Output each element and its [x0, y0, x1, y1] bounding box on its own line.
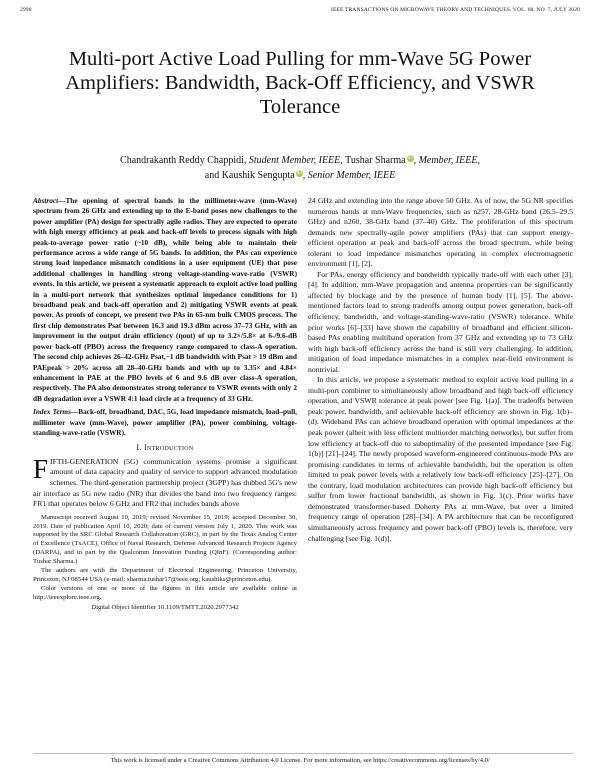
body-paragraph: 24 GHz and extending into the range above 50 GHz. As of now, the 5G NR specifies numerous bands at mm-Wave frequencies, such as n257, 28-GHz band (26.5–29.5 GHz) and n260, 38-GHz band (37–40) GHz. The proliferation of this spectrum demands new spectrally-agile power amplifiers (PAs) that can support energy-efficient operation at peak and back-off across the broad spectrum, while being tolerant to load impedance mismatches operating in complex electromagnetic environment [1], [2].: [308, 196, 573, 269]
body-paragraph: In this article, we propose a systematic method to exploit active load pulling in a multi-port combiner to simultaneously allow broadband and high back-off efficiency operation, and VSWR tolerance at peak power [see Fig. 1(a)]. The tradeoffs between peak power, bandwidth, and achievable back-off efficiency are shown in Fig. 1(b)–(d). Wideband PAs can achieve broadband operation with optimal impedances at the peak power (albeit with less efficient multiorder matching networks), but suffer from low efficiency at back-off due to suboptimality of the presented impedance [see Fig. 1(b)] [21]–[24]. The newly proposed waveform-engineered continuous-mode PAs are promising candidates in terms of achievable bandwidth, but the operation is often limited to peak power levels with a relatively low back-off efficiency [25]–[27]. On the contrary, load modulation architectures can provide high back-off efficiency but suffer from lower fractional bandwidth, as shown in Fig. 1(c). Prior works have demonstrated transformer-based Doherty PAs at mm-Wave, but over a limited frequency range of operation [28]–[34]. A PA architecture that can be reconfigured simultaneously across frequency and power back-off (PBO) levels is, therefore, very challenging [see Fig. 1(d)].: [308, 375, 573, 543]
intro-paragraph: [33, 453, 297, 510]
abstract-text: —The opening of spectral bands in the millimeter-wave (mm-Wave) spectrum from 26 GHz and extending up to the E-band poses new challenges to the power amplifier (PA) design for spectrally agile radios. They are expected to operate with high energy efficiency at peak and back-off levels to process signals with high peak-to-average power ratio (~10 dB), while being able to maintain their performance across a wide range of 5G bands. In addition, the PAs can experience strong load impedance mismatch conditions in a user equipment (UE) that pose additional challenges in handling strong voltage-standing-wave-ratio (VSWR) events. In this article, we present a systematic approach to exploit active load pulling in a multi-port network that synthesizes optimal impedance conditions for 1) broadband peak and back-off operation and 2) mitigating VSWR events at peak power. As proofs of concept, we present two PAs in 65-nm bulk CMOS process. The first chip demonstrates Psat between 16.3 and 19.3 dBm across 37–73 GHz, with an improvement in the output drain efficiency (ηout) of up to 3.2×/5.8× at 6-/9.6-dB power back-off (PBO) across the frequency range compared to class-A operation. The second chip achieves 26–42-GHz Psat,−1 dB bandwidth with Psat > 19 dBm and PAEpeak > 20% across all 28–40-GHz bands and with up to 3.35× and 4.84× enhancement in PAE at the PBO levels of 6 and 9.6 dB over class-A operation, respectively. The PA also demonstrates strong tolerance to VSWR events with only 2 dB degradation over a VSWR 4:1 load circle at a frequency of 33 GHz.: [33, 196, 297, 403]
left-column: [33, 196, 297, 613]
running-header: [20, 7, 580, 17]
footnote-affiliation: The authors are with the Department of Electrical Engineering, Princeton University, Princeton, NJ 08544 USA (e-mail: sharma.tushar17@ieee.org; kaushiks@princeton.edu).: [33, 567, 297, 583]
drop-cap: F: [33, 453, 49, 484]
author-1-role: Student Member, IEEE: [248, 155, 341, 166]
orcid-icon[interactable]: iD: [296, 170, 302, 176]
author-2-name: , Tushar Sharma: [340, 155, 406, 166]
footnote-received: Manuscript received August 10, 2019; revised November 15, 2019; accepted December 30, 2019. Date of publication April 10, 2020; date of current version July 1, 2020. This work was supported by the SRC Global Research Collaboration (GRC), in part by the Texas Analog Center of Excellence (TxACE), Office of Naval Research, Defense Advanced Research Projects Agency (DARPA), and in part by the Qualcomm Innovation Funding (QInF). (Corresponding author: Tushar Sharma.): [33, 513, 297, 566]
footnote-color: Color versions of one or more of the figures in this article are available online at http://ieeexplore.ieee.org.: [33, 584, 297, 601]
index-terms-label: Index Terms: [33, 407, 71, 417]
author-block: Chandrakanth Reddy Chappidi, Student Member, IEEE, Tushar Sharma iD, Member, IEEE, and Kaushik Sengupta iD, Senior Member, IEEE: [120, 155, 480, 181]
author-2-role: Member, IEEE,: [418, 155, 480, 166]
intro-caps: IFTH-GENERATION: [50, 456, 119, 466]
doi[interactable]: Digital Object Identifier 10.1109/TMTT.2020.2977342: [91, 603, 239, 611]
section-heading: I. Introduction: [136, 443, 194, 453]
index-terms-text: —Back-off, broadband, DAC, 5G, load impedance mismatch, load–pull, millimeter wave (mm-Wave), power amplifier (PA), power combining, voltage-standing-wave-ratio (VSWR).: [33, 407, 297, 437]
abstract-label: Abstract: [33, 196, 59, 205]
body-paragraph: For PAs, energy efficiency and bandwidth typically trade-off with each other [3], [4]. In addition, mm-Wave propagation and antenna properties can be significantly affected by blockage and by the presence of human body [1], [5]. The above-mentioned factors lead to strong tradeoffs among output power generation, back-off efficiency, bandwidth, and voltage-standing-wave-ratio (VSWR) tolerance. While prior works [6]–[33] have shown the capability of broadband and efficient silicon-based PAs enabling multiband operation from 37 GHz and extending up to 73 GHz with high back-off efficiency across the band is still very challenging. In addition, mitigation of load impedance mismatches in a complex near-field environment is nontrivial.: [308, 269, 573, 374]
author-1-name: Chandrakanth Reddy Chappidi,: [120, 155, 247, 166]
orcid-icon[interactable]: iD: [407, 155, 413, 161]
license-notice: This work is licensed under a Creative Commons Attribution 4.0 License. For more information, see https://creativecommons.org/licenses/by/4.0/: [110, 757, 490, 764]
journal-header: IEEE TRANSACTIONS ON MICROWAVE THEORY AND TECHNIQUES, VOL. 68, NO. 7, JULY 2020: [331, 7, 580, 13]
intro-text: (5G) communication systems promise a significant amount of data capacity and quality of service to support advanced modulation schemes. The third-generation partnership project (3GPP) has dubbed 5G's new air interface as 5G new radio (NR) that divides the band into two frequency ranges: FR1 that operates below 6 GHz and FR2 that includes bands above: [33, 456, 297, 509]
paper-title: Multi-port Active Load Pulling for mm-Wave 5G Power Amplifiers: Bandwidth, Back-Off Efficiency, and VSWR Tolerance: [65, 48, 535, 118]
right-column: [308, 196, 573, 544]
page-number: 2998: [20, 7, 32, 13]
author-3-name: and Kaushik Sengupta: [204, 170, 295, 181]
footer-rule: [33, 753, 573, 754]
author-3-role: Senior Member, IEEE: [307, 170, 396, 181]
footnotes: [33, 514, 297, 613]
index-terms: [33, 407, 297, 438]
abstract: [33, 196, 297, 404]
